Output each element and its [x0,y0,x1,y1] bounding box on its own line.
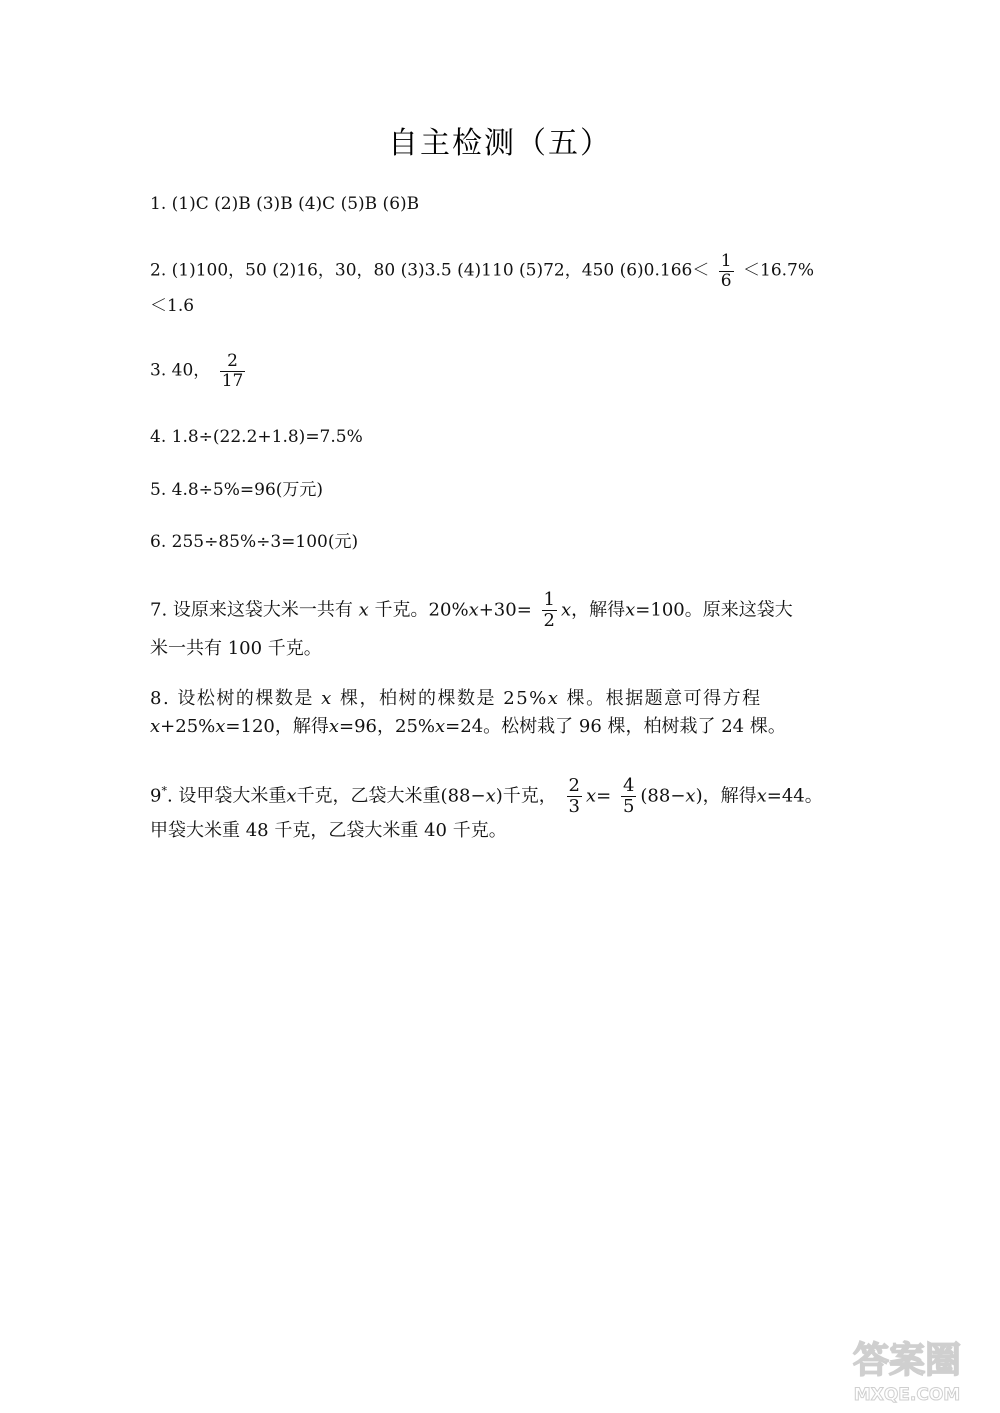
answer-7-text-e: =100。原来这袋大 [635,599,793,621]
variable-x: x [286,785,297,807]
answer-3-label: 3. [150,360,167,381]
answer-8 [150,690,762,708]
answer-6-text: 255÷85%÷3=100(元) [171,532,359,552]
watermark-logo [842,1330,972,1405]
answer-7-label: 7. [150,599,168,621]
answer-2-text-b: ＜16.7% [743,260,815,281]
answer-8-line1-c: 棵。根据题意可得方程 [566,688,762,709]
answer-2-text-a: (1)100，50 (2)16，30，80 (3)3.5 (4)110 (5)72，450 (6)0.166＜ [171,260,710,281]
variable-x: x [547,688,560,709]
fraction-numerator: 2 [220,352,246,372]
answer-5 [150,482,323,499]
answer-7 [150,590,793,631]
answer-5-label: 5. [150,480,167,500]
answer-9-text-b: 千克，乙袋大米重(88− [296,785,486,807]
answer-9-text-d: (88− [640,785,686,807]
fraction-denominator: 2 [543,609,555,631]
answer-1 [150,196,419,213]
answer-9 [150,776,823,817]
answer-9-text-c: )千克， [495,785,557,807]
answer-8-line2-a: +25% [160,716,216,737]
answer-9-eq: = [596,785,612,807]
answer-8-line2-c: =96，25% [339,716,436,737]
answer-9-fraction-2 [621,776,636,817]
variable-x: x [685,785,696,807]
answer-9-text-f: =44。 [766,785,823,807]
answer-8-line1: 设松树的棵数是 [177,688,314,709]
answer-8-line2-d: =24。松树栽了 96 棵，柏树栽了 24 棵。 [445,716,786,737]
answer-9-text-e: )，解得 [695,785,757,807]
fraction-denominator: 5 [622,795,635,817]
fraction-denominator: 17 [221,370,244,391]
variable-x: x [435,716,446,737]
page-title: 自主检测（五） [388,126,612,161]
fraction-numerator: 4 [622,775,635,796]
fraction-denominator: 6 [720,270,732,291]
variable-x: x [150,716,161,737]
variable-x: x [215,716,226,737]
svg-text:答案圈: 答案圈 [852,1340,962,1381]
answer-1-text: (1)C (2)B (3)B (4)C (5)B (6)B [171,194,420,214]
answer-5-text: 4.8÷5%=96(万元) [171,480,324,500]
answer-7-line2: 米一共有 100 千克。 [150,638,322,659]
answer-9-text-a: . 设甲袋大米重 [166,785,287,807]
answer-7-text-d: ，解得 [571,599,626,621]
answer-9-label: 9 [150,785,162,807]
answer-7-text-a: 设原来这袋大米一共有 [172,599,353,621]
answer-9-fraction-1 [567,776,582,817]
variable-x: x [358,599,369,621]
answer-2 [150,252,814,290]
variable-x: x [560,599,572,621]
answer-2-fraction [719,252,734,290]
fraction-numerator: 1 [720,251,732,271]
answer-9-line2: 甲袋大米重 48 千克，乙袋大米重 40 千克。 [150,820,507,841]
variable-x: x [625,599,636,621]
variable-x: x [485,785,496,807]
fraction-denominator: 3 [568,795,580,817]
fraction-numerator: 2 [568,775,580,796]
answer-8-line1-b: 棵，柏树的棵数是 25% [340,688,548,709]
variable-x: x [468,599,479,621]
svg-text:MXQE.COM: MXQE.COM [853,1385,961,1405]
answer-4 [150,429,363,446]
answer-7-text-c: +30= [478,599,532,621]
answer-2-line2: ＜1.6 [150,296,195,316]
answer-8-line2 [150,718,786,736]
answer-7-text-b: 千克。20% [374,599,469,621]
answer-2-label: 2. [150,260,167,281]
fraction-numerator: 1 [543,589,555,610]
answer-8-line2-b: =120，解得 [225,716,329,737]
answer-4-label: 4. [150,427,167,447]
variable-x: x [756,785,767,807]
variable-x: x [321,688,333,709]
answer-3 [150,352,249,390]
variable-x: x [585,785,597,807]
answer-3-fraction [220,352,246,390]
variable-x: x [328,716,340,737]
answer-8-label: 8. [150,688,171,709]
answer-4-text: 1.8÷(22.2+1.8)=7.5% [171,427,363,447]
answer-1-label: 1. [150,194,167,214]
answer-7-fraction [542,590,557,631]
star-mark: * [161,784,167,798]
answer-3-text: 40， [171,360,211,381]
answer-6 [150,534,358,551]
answer-6-label: 6. [150,532,167,552]
